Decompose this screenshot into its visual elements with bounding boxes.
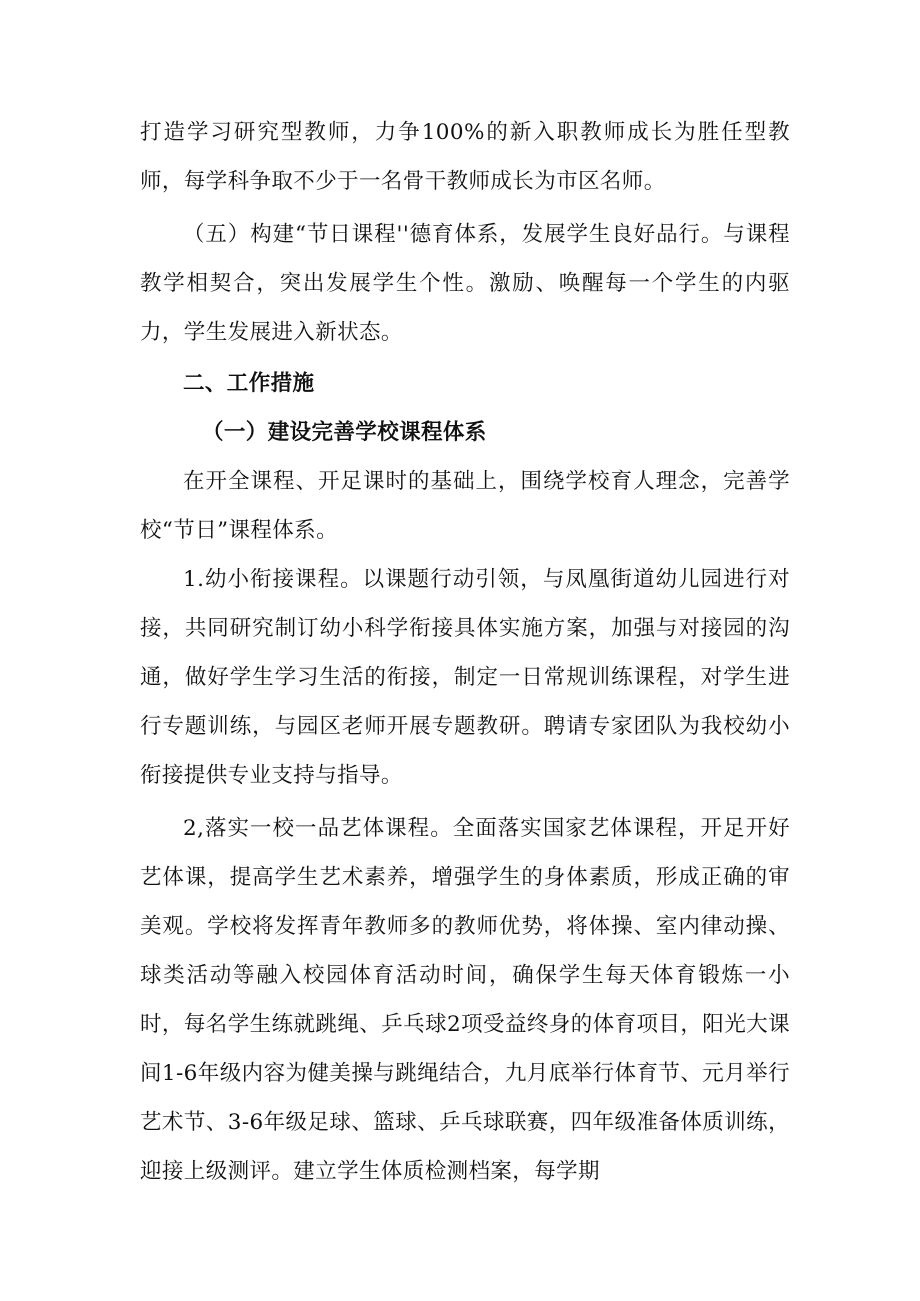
paragraph-arts-sports-curriculum: 2,落实一校一品艺体课程。全面落实国家艺体课程，开足开好艺体课，提高学生艺术素养，增强学生的身体素质，形成正确的审美观。学校将发挥青年教师多的教师优势，将体操、室内律动操、球类活动等融入校园体育活动时间，确保学生每天体育锻炼一小时，每名学生练就跳绳、乒乓球2项受益终身的体育项目，阳光大课间1-6年级内容为健美操与跳绳结合，九月底举行体育节、元月举行艺术节、3-6年级足球、篮球、乒乓球联赛，四年级准备体质训练，迎接上级测评。建立学生体质检测档案，每学期 [140,816,790,1184]
paragraph-curriculum-intro: 在开全课程、开足课时的基础上，围绕学校育人理念，完善学校“节日”课程体系。 [140,469,790,543]
document-body [140,108,790,1196]
paragraph-kindergarten-transition: 1.幼小衔接课程。以课题行动引领，与凤凰街道幼儿园进行对接，共同研究制订幼小科学衔接具体实施方案，加强与对接园的沟通，做好学生学习生活的衔接，制定一日常规训练课程，对学生进行专题训练，与园区老师开展专题教研。聘请专家团队为我校幼小衔接提供专业支持与指导。 [140,567,790,788]
paragraph-teacher-growth-continued: 打造学习研究型教师，力争100%的新入职教师成长为胜任型教师，每学科争取不少于一名骨干教师成长为市区名师。 [140,120,790,194]
section-heading-work-measures: 二、工作措施 [183,371,315,396]
subsection-heading-curriculum-system: （一）建设完善学校课程体系 [202,420,487,445]
paragraph-goal-five: （五）构建“节日课程''德育体系，发展学生良好品行。与课程教学相契合，突出发展学生个性。激励、唤醒每一个学生的内驱力，学生发展进入新状态。 [140,222,790,345]
